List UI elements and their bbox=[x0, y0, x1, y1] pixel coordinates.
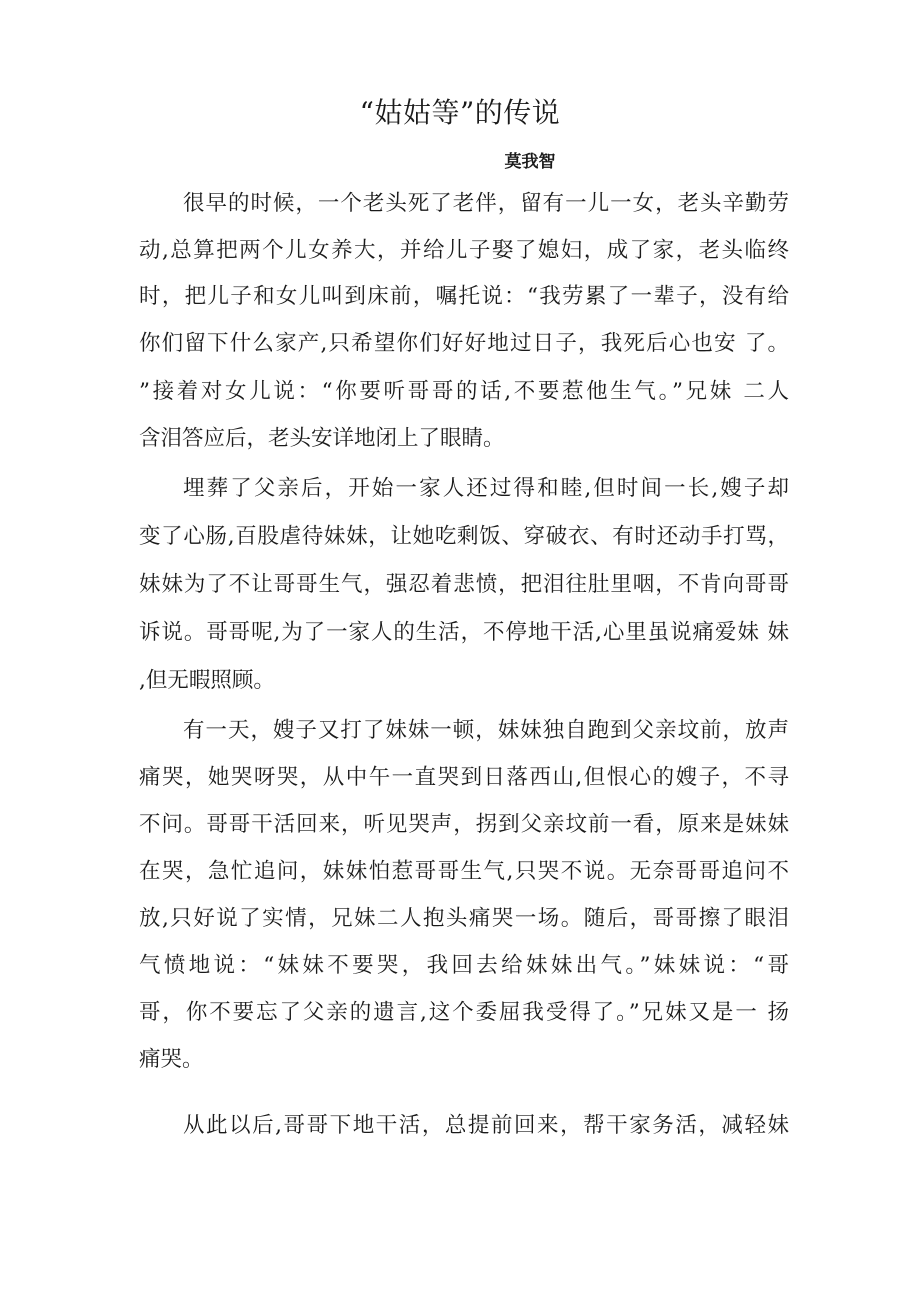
body-line: 很早的时候，一个老头死了老伴，留有一儿一女，老头辛勤劳 bbox=[183, 191, 789, 216]
body-line: 从此以后,哥哥下地干活，总提前回来，帮干家务活，减轻妹 bbox=[183, 1113, 789, 1138]
body-line: 不问。哥哥干活回来，听见哭声，拐到父亲坟前一看，原来是妹妹 bbox=[139, 812, 789, 837]
body-line: 妹妹为了不让哥哥生气，强忍着悲愤，把泪往肚里咽，不肯向哥哥 bbox=[139, 572, 789, 597]
body-line: 时，把儿子和女儿叫到床前，嘱托说：“我劳累了一辈子，没有给 bbox=[139, 284, 789, 309]
body-line: 埋葬了父亲后，开始一家人还过得和睦,但时间一长,嫂子却 bbox=[183, 476, 789, 501]
document-author: 莫我智 bbox=[504, 152, 556, 172]
body-line: 动,总算把两个儿女养大，并给儿子娶了媳妇，成了家，老头临终 bbox=[139, 238, 789, 263]
body-line: 哥，你不要忘了父亲的遗言,这个委屈我受得了。”兄妹又是一 扬 bbox=[139, 1000, 789, 1025]
document-title: “姑姑等”的传说 bbox=[359, 96, 561, 129]
body-line: 变了心肠,百股虐待妹妹，让她吃剩饭、穿破衣、有时还动手打骂， bbox=[139, 524, 789, 549]
body-line: 含泪答应后，老头安详地闭上了眼睛。 bbox=[139, 426, 505, 451]
body-line: 有一天，嫂子又打了妹妹一顿，妹妹独自跑到父亲坟前，放声 bbox=[183, 718, 789, 743]
body-line: ,但无暇照顾。 bbox=[139, 668, 275, 693]
body-line: 气愤地说：“妹妹不要哭，我回去给妹妹出气。”妹妹说：“哥 bbox=[139, 953, 789, 978]
body-line: 痛哭。 bbox=[139, 1047, 204, 1072]
body-line: ”接着对女儿说：“你要听哥哥的话,不要惹他生气。”兄妹 二人 bbox=[139, 379, 789, 404]
body-line: 你们留下什么家产,只希望你们好好地过日子，我死后心也安 了。 bbox=[139, 331, 789, 356]
body-line: 放,只好说了实情，兄妹二人抱头痛哭一场。随后，哥哥擦了眼泪 bbox=[139, 906, 789, 931]
body-line: 诉说。哥哥呢,为了一家人的生活，不停地干活,心里虽说痛爱妹 妹 bbox=[139, 620, 789, 645]
body-line: 痛哭，她哭呀哭，从中午一直哭到日落西山,但恨心的嫂子，不寻 bbox=[139, 765, 789, 790]
body-line: 在哭，急忙追问，妹妹怕惹哥哥生气,只哭不说。无奈哥哥追问不 bbox=[139, 859, 789, 884]
